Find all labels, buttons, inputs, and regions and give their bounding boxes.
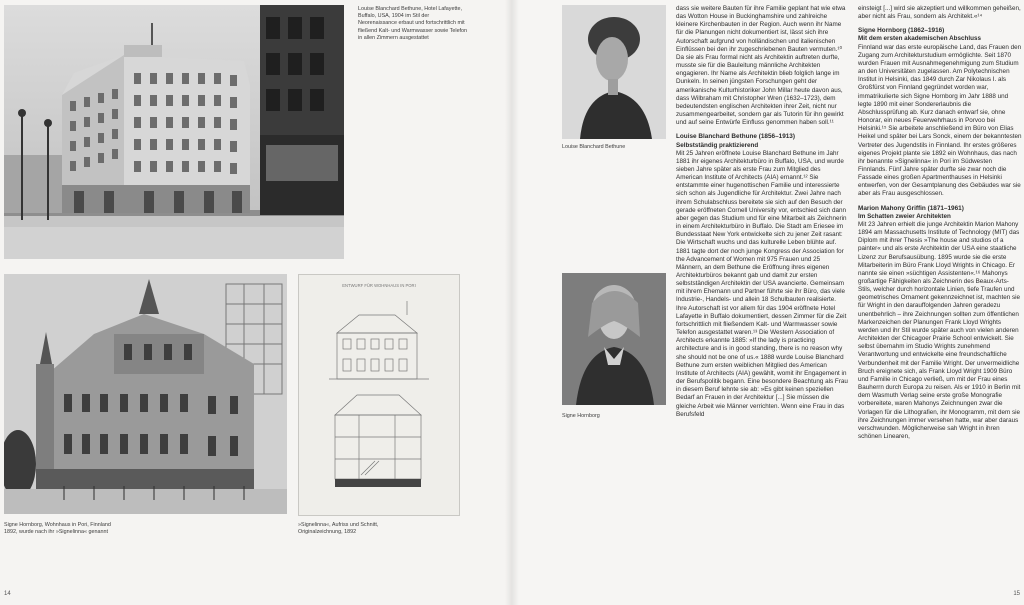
hornborg-portrait-caption: Signe Hornborg xyxy=(562,413,600,419)
bethune-portrait-caption: Louise Blanchard Bethune xyxy=(562,144,626,150)
hornborg-heading: Signe Hornborg (1862–1916) xyxy=(858,27,945,35)
signelinna-drawing xyxy=(298,274,460,516)
text-column-1 xyxy=(676,5,848,419)
text-column-2 xyxy=(858,5,1022,441)
signelinna-illustration xyxy=(4,274,287,514)
bethune-portrait xyxy=(562,5,666,139)
book-gutter xyxy=(505,0,519,605)
hornborg-body: Finnland war das erste europäische Land, das Frauen den Zugang zum Architekturstudium ermöglichte. Seit 1870 wurden Frauen mit Ausnahmegenehmigung zum Studium an den Universitäten zugelassen. Am Polytechnischen Institut in Helsinki, das 1849 durch Zar Nikolaus I. als Großfürst von Finnland gegründet worden war, immatrikulierte sich Signe Hornborg im Jahr 1888 und legte 1890 mit einer Sondererlaubnis die Abschlussprüfung ab. Kurz danach entwarf sie, ohne Honorar, ein neues Feuerwehrhaus in Porvoo bei Helsinki.¹⁵ Sie arbeitete anschließend im Büro von Elias Heikel und später bei Lars Sonck, einem der bekanntesten Vertreter des Jugendstils in Finnland. Ihr erstes größeres eigenes Projekt plante sie 1892 ein Wohnhaus, das nach ihr benannte »Signelinna« in Pori im Südwesten Finnlands. Fünf Jahre später durfte sie zwar noch die Fassade eines großen Apartmenthauses in Helsinki entwerfen, von der Gesamtplanung des Gebäudes war sie aber als Frau ausgeschlossen. xyxy=(858,43,1022,198)
drawing-caption: »Signelinna«, Aufriss und Schnitt, Originalzeichnung, 1892 xyxy=(298,522,379,536)
mahony-heading: Marion Mahony Griffin (1871–1961) xyxy=(858,204,964,212)
page-number-right: 15 xyxy=(1013,591,1020,597)
hornborg-subheading: Mit dem ersten akademischen Abschluss xyxy=(858,35,981,43)
bethune-body: Mit 25 Jahren eröffnete Louise Blanchard Bethune im Jahr 1881 ihr eigenes Architekturbüro in Buffalo, USA, und wurde sieben Jahre später als erste Frau zum Mitglied des American Institute of Architects (AIA) ernannt.¹² Sie entstammte einer hugenottischen Familie und interessierte sich schon als Jugendliche für Architektur. Zwei Jahre nach ihrem Schulabschluss bereitete sie sich auf den Besuch der gerade eröffneten Cornell University vor, entschied sich dann aber gegen das Studium und für eine Mitarbeit als Zeichnerin in einem Architekturbüro in Buffalo. Die Stadt am Eriesee im Bundesstaat New York entwickelte sich zu jener Zeit rasant: Die Wirtschaft wuchs und das kulturelle Leben blühte auf. 1881 tagte dort der noch junge Kongress der Association for the Advancement of Women mit 975 Frauen und 25 Männern, an dem Bethune die Eröffnung ihres eigenen Architekturbüros bekannt gab und damit zur ersten selbstständigen Architektin der USA avancierte. Gemeinsam mit ihrem Ehemann und Partner führte sie ihr Büro, das viele Industrie-, Handels- und allein 18 Schulbauten realisierte. Ihre Autorschaft ist vor allem für das 1904 eröffnete Hotel Lafayette in Buffalo dokumentiert, dessen Zimmer für die Zeit fortschrittlich mit fließendem Kalt- und Warmwasser sowie Telefon ausgestattet waren.¹³ Die Western Association of Architects erkannte 1885: »If the lady is practicing architecture and is in good standing, there is no reason why she should not be one of us.« 1888 wurde Louise Blanchard Bethune zum ersten weiblichen Mitglied des American Institute of Architects (AIA) gewählt, womit ihr Engagement in der Berufspolitik begann. Eine besondere Beachtung als Frau in diesem Beruf lehnte sie ab: »Es gibt keinen speziellen Bedarf an Frauen in der Architektur [...] Sie müssen die gleiche Arbeit wie Männer verrichten. Wenn eine Frau in das Berufsfeld xyxy=(676,149,848,418)
signelinna-photo xyxy=(4,274,287,514)
signelinna-caption: Signe Hornborg, Wohnhaus in Pori, Finnland 1892, wurde nach ihr »Signelinna« genannt xyxy=(4,522,111,536)
hotel-lafayette-photo xyxy=(4,5,344,259)
hornborg-portrait xyxy=(562,273,666,405)
hornborg-portrait-image xyxy=(562,273,666,405)
hotel-lafayette-illustration xyxy=(4,5,344,259)
bethune-heading: Louise Blanchard Bethune (1856–1913) xyxy=(676,133,795,141)
mahony-subheading: Im Schatten zweier Architekten xyxy=(858,212,951,220)
mahony-body: Mit 23 Jahren erhielt die junge Architektin Marion Mahony 1894 am Massachusetts Institute of Technology (MIT) das Diplom mit ihrer Thesis »The house and studios of a painter« und als erste Architektin der USA eine staatliche Lizenz zur Berufsausübung. 1895 wurde sie die erste Mitarbeiterin im Büro Frank Lloyd Wrights in Chicago. Er nannte sie einen »süchtigen Assistenten«.¹⁶ Mahonys großartige Fähigkeiten als Zeichnerin des Beaux-Arts-Stils, welcher durch horizontale Linien, tiefe Traufen und geometrisches Ornament gekennzeichnet ist, machten sie für Wright in den darauffolgenden Jahren geradezu unentbehrlich – ihre Zeichnungen sollten zum öffentlichen Markenzeichen der Planungen Frank Lloyd Wrights werden und ihr Stil wurde später auch von vielen anderen Architekten der Chicagoer Prairie School entwickelt. Sie selbst übernahm im Studio Wrights zunehmend Verantwortung und entwickelte eine freundschaftliche Verbundenheit mit der Familie Wright. Der unvermeidliche Bruch ereignete sich, als Frank Lloyd Wright 1909 Büro und Familie in Chicago verließ, um mit der Frau eines Bauherrn durch Europa zu reisen. Als er 1910 in Berlin mit dem Wasmuth Verlag seine erste große Monografie vorbereitete, waren Mahonys Zeichnungen zwar die Vorlagen für die Lithografien, ihr Monogramm, mit dem sie ihre Zeichnungen immer versehen hatte, war aber daraus verschwunden. Möglicherweise sah Wright in ihren schönen Linearen, xyxy=(858,220,1021,440)
col1-intro-paragraph: dass sie weitere Bauten für ihre Familie geplant hat wie etwa das Wotton House in Buckinghamshire und zahlreiche kleinere Kirchenbauten in der Region. Auch wenn ihr Name für die Planungen nicht dokumentiert ist, lässt sich ihre Autorschaft aufgrund von holländischen und italienischen Einflüssen bei den ihr zugeschriebenen Bauten vermuten.¹⁰ Da sie als Frau formal nicht als Architektin auftreten durfte, musste sie für die Bauleitung männliche Architekten engagieren. Ihr Name als Architektin blieb folglich lange im Dunkeln. In seinen jüngsten Forschungen geht der amerikanische Kulturhistoriker John Millar heute davon aus, dass Wilbraham mit Christopher Wren (1632–1723), dem bedeutendsten englischen Architekten ihrer Zeit, nicht nur zusammengearbeitet, sondern gar als Tutorin für ihn gewirkt und auf seine Entwürfe Einfluss genommen haben soll.¹¹ xyxy=(676,5,846,127)
hotel-lafayette-caption: Louise Blanchard Bethune, Hotel Lafayette, Buffalo, USA, 1904 im Stil der Neorenaissance erbaut und fortschrittlich mit fließend Kalt- und Warmwasser sowie Telefon in allen Zimmern ausgestattet xyxy=(358,6,468,41)
bethune-portrait-image xyxy=(562,5,666,139)
col2-intro-paragraph: einsteigt [...] wird sie akzeptiert und willkommen geheißen, aber nicht als Frau, sondern als Architekt.«¹⁴ xyxy=(858,5,1021,21)
elevation-section-drawing xyxy=(299,275,459,515)
right-page xyxy=(512,0,1024,605)
page-number-left: 14 xyxy=(4,591,11,597)
drawing-title: ENTWURF FÜR WOHNHAUS IN PORI xyxy=(342,283,416,288)
bethune-subheading: Selbstständig praktizierend xyxy=(676,141,759,149)
